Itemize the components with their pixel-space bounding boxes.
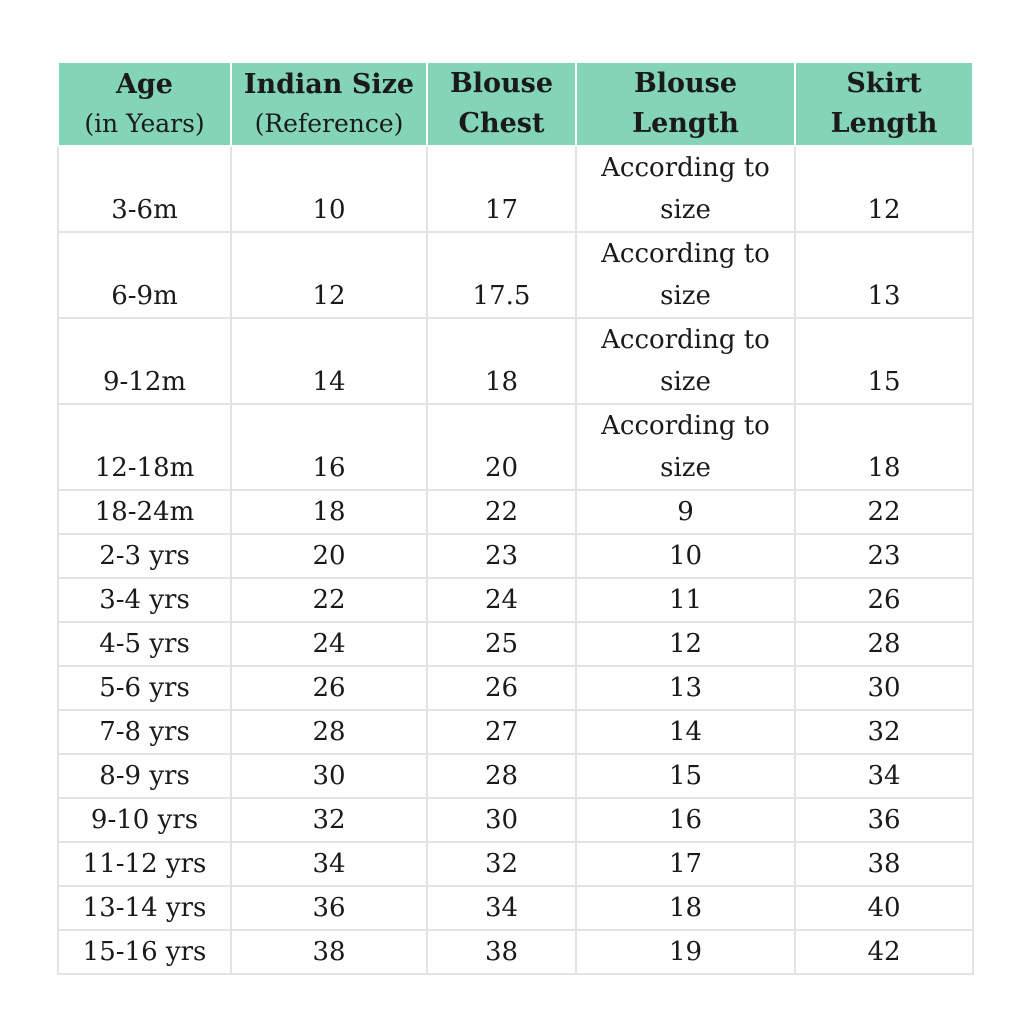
blouse-chest-cell: 38 [427,930,576,974]
skirt-length-cell: 38 [795,842,973,886]
blouse-length-cell [576,318,795,404]
cell-text: 11 [668,585,703,615]
cell-text: size [660,195,711,225]
blouse-length-cell [576,710,795,754]
indian-size-cell: 28 [231,710,427,754]
age-cell: 3-6m [58,146,231,232]
indian-size-cell: 22 [231,578,427,622]
skirt-length-cell: 32 [795,710,973,754]
header-sublabel: (Reference) [254,109,404,138]
age-cell: 3-4 yrs [58,578,231,622]
table-row [58,146,973,232]
table-body [58,146,973,974]
table-row [58,842,973,886]
skirt-length-cell: 12 [795,146,973,232]
header-row [58,62,973,146]
blouse-chest-cell: 17 [427,146,576,232]
blouse-chest-cell: 20 [427,404,576,490]
blouse-chest-cell: 17.5 [427,232,576,318]
indian-size-cell: 12 [231,232,427,318]
table-row [58,622,973,666]
cell-text: 19 [668,937,703,967]
header-label: Length [632,108,739,139]
cell-text: size [660,367,711,397]
indian-size-cell: 18 [231,490,427,534]
header-indian-size [231,62,427,146]
blouse-chest-cell: 18 [427,318,576,404]
blouse-length-cell [576,490,795,534]
blouse-chest-cell: 22 [427,490,576,534]
blouse-chest-cell: 26 [427,666,576,710]
blouse-length-cell [576,404,795,490]
header-age [58,62,231,146]
header-sublabel: (in Years) [84,109,205,138]
blouse-length-cell [576,886,795,930]
indian-size-cell: 34 [231,842,427,886]
age-cell: 4-5 yrs [58,622,231,666]
skirt-length-cell: 15 [795,318,973,404]
table-row [58,578,973,622]
header-label: Indian Size [243,69,415,100]
header-label: Age [115,69,173,100]
age-cell: 5-6 yrs [58,666,231,710]
age-cell: 8-9 yrs [58,754,231,798]
table-row [58,490,973,534]
skirt-length-cell: 34 [795,754,973,798]
cell-text: 9 [677,497,694,527]
cell-text: size [660,281,711,311]
cell-text: According to [601,411,770,441]
cell-text: 14 [668,717,703,747]
age-cell: 12-18m [58,404,231,490]
indian-size-cell: 14 [231,318,427,404]
age-cell: 11-12 yrs [58,842,231,886]
header-label: Length [830,108,938,139]
cell-text: 17 [668,849,703,879]
cell-text: 10 [668,541,703,571]
header-blouse-chest [427,62,576,146]
table-row [58,534,973,578]
blouse-length-cell [576,578,795,622]
blouse-length-cell [576,798,795,842]
blouse-length-cell [576,666,795,710]
blouse-length-cell [576,842,795,886]
skirt-length-cell: 23 [795,534,973,578]
blouse-chest-cell: 23 [427,534,576,578]
header-label: Skirt [846,68,922,99]
blouse-chest-cell: 27 [427,710,576,754]
skirt-length-cell: 26 [795,578,973,622]
table-row [58,404,973,490]
table-row [58,886,973,930]
skirt-length-cell: 22 [795,490,973,534]
blouse-length-cell [576,232,795,318]
age-cell: 9-10 yrs [58,798,231,842]
indian-size-cell: 20 [231,534,427,578]
cell-text: 13 [668,673,703,703]
table-row [58,232,973,318]
blouse-length-cell [576,146,795,232]
indian-size-cell: 36 [231,886,427,930]
indian-size-cell: 24 [231,622,427,666]
header-label: Chest [458,108,545,139]
cell-text: According to [601,325,770,355]
cell-text: size [660,453,711,483]
age-cell: 6-9m [58,232,231,318]
table-row [58,798,973,842]
blouse-chest-cell: 24 [427,578,576,622]
indian-size-cell: 16 [231,404,427,490]
skirt-length-cell: 18 [795,404,973,490]
table-row [58,754,973,798]
cell-text: 12 [668,629,703,659]
cell-text: 18 [668,893,703,923]
age-cell: 15-16 yrs [58,930,231,974]
header-blouse-length [576,62,795,146]
table-row [58,930,973,974]
skirt-length-cell: 36 [795,798,973,842]
size-chart-table [57,61,974,975]
blouse-chest-cell: 32 [427,842,576,886]
age-cell: 13-14 yrs [58,886,231,930]
header-label: Blouse [449,68,554,99]
skirt-length-cell: 28 [795,622,973,666]
table-row [58,710,973,754]
table-row [58,318,973,404]
skirt-length-cell: 42 [795,930,973,974]
age-cell: 2-3 yrs [58,534,231,578]
indian-size-cell: 26 [231,666,427,710]
cell-text: According to [601,239,770,269]
age-cell: 7-8 yrs [58,710,231,754]
blouse-chest-cell: 28 [427,754,576,798]
cell-text: 15 [668,761,703,791]
indian-size-cell: 30 [231,754,427,798]
age-cell: 9-12m [58,318,231,404]
header-skirt-length [795,62,973,146]
table-header [58,62,973,146]
cell-text: 16 [668,805,703,835]
skirt-length-cell: 13 [795,232,973,318]
blouse-length-cell [576,754,795,798]
blouse-length-cell [576,930,795,974]
blouse-chest-cell: 34 [427,886,576,930]
indian-size-cell: 38 [231,930,427,974]
blouse-chest-cell: 30 [427,798,576,842]
blouse-length-cell [576,534,795,578]
table-row [58,666,973,710]
age-cell: 18-24m [58,490,231,534]
cell-text: According to [601,153,770,183]
header-label: Blouse [633,68,738,99]
blouse-chest-cell: 25 [427,622,576,666]
skirt-length-cell: 40 [795,886,973,930]
indian-size-cell: 10 [231,146,427,232]
skirt-length-cell: 30 [795,666,973,710]
blouse-length-cell [576,622,795,666]
indian-size-cell: 32 [231,798,427,842]
